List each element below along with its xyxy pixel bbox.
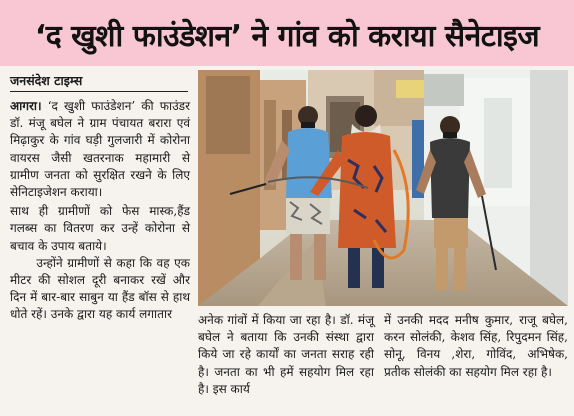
dateline: आगरा। — [10, 99, 42, 113]
photo-illustration — [198, 70, 568, 306]
byline-rule — [10, 91, 188, 92]
paragraph-4: अनेक गांवों में किया जा रहा है। डॉ. मंजू बघेल ने बताया कि उनकी संस्था द्वारा किये जा रहे कार्यों का जनता सराह रही है। जनता का भी हमें सहयोग मिल रहा है। इस कार्य — [198, 313, 374, 396]
byline: जनसंदेश टाइम्स — [10, 73, 83, 88]
headline: ‘द खुशी फाउंडेशन’ ने गांव को कराया सैनेटाइज — [34, 18, 540, 54]
paragraph-3: उन्होंने ग्रामीणों से कहा कि वह एक मीटर की सोशल दूरी बनाकर रखें और दिन में बार-बार साबुन या हैंड बॉस से हाथ धोते रहें। उनके द्वारा यह कार्य लगातार — [10, 255, 190, 322]
news-photo — [198, 70, 568, 306]
article-column-left — [10, 98, 190, 324]
paragraph-1 — [10, 98, 190, 201]
paragraph-1-text: ‘द खुशी फाउंडेशन’ की फाउंडर डॉ. मंजू बघेल ने ग्राम पंचायत बरारा एवं मिढ़ाकुर के गांव घड़ी गुलजारी में कोरोना वायरस जैसी खतरनाक महामारी से ग्रामीण जनता को सुरक्षित रखने के लिए सेनिटाइजेशन कराया। — [10, 99, 190, 200]
article-column-middle — [198, 312, 374, 398]
paragraph-5: में उनकी मदद मनीष कुमार, राजू बघेल, करन सोलंकी, केशव सिंह, रिपुदमन सिंह, सोनू, विनय ,शेरा, गोविंद, अभिषेक, प्रतीक सोलंकी का सहयोग मिल रहा है। — [384, 313, 568, 379]
paragraph-2: साथ ही ग्रामीणों को फेस मास्क,हैंड गलब्स का वितरण कर उन्हें कोरोना से बचाव के उपाय बताये। — [10, 204, 190, 253]
article-column-right — [384, 312, 568, 381]
